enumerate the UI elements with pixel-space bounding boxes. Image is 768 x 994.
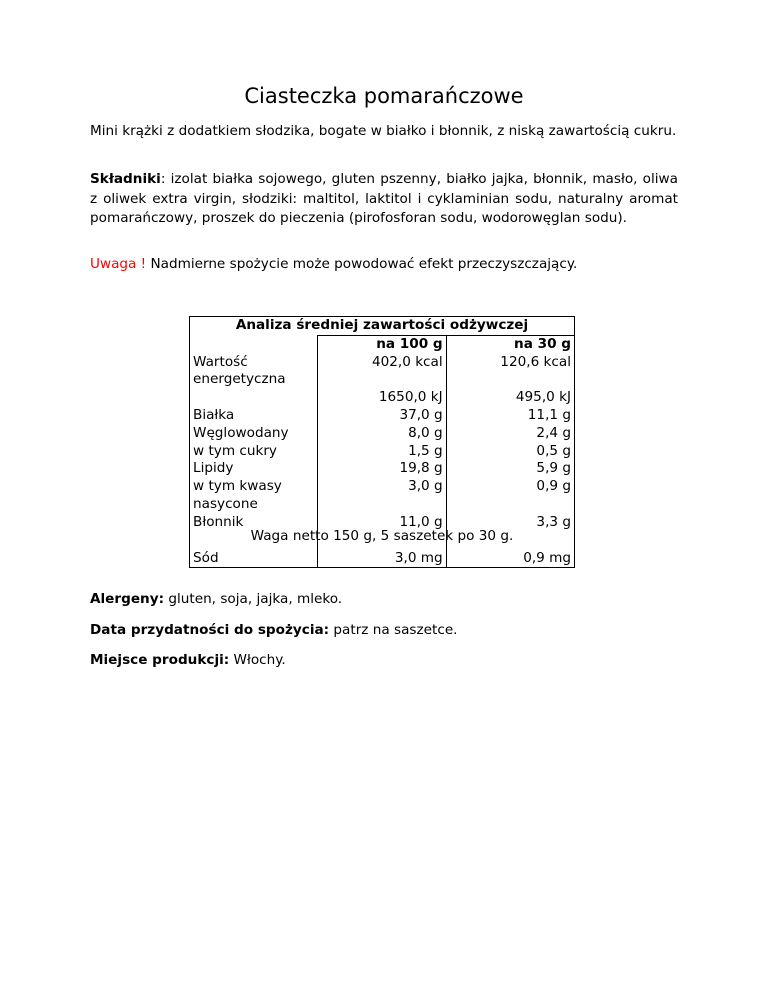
nutrition-header-row [190, 317, 575, 336]
sodium-label: Sód [190, 532, 318, 568]
energy-kcal-30: 120,6 kcal [446, 354, 574, 390]
product-description: Mini krążki z dodatkiem słodzika, bogate w białko i błonnik, z niską zawartością cukru. [90, 123, 677, 139]
row-label: w tym kwasy nasycone [190, 478, 318, 514]
row-label: Węglowodany [190, 425, 318, 443]
origin-text: Włochy. [229, 652, 286, 668]
expiry-text: patrz na saszetce. [329, 622, 458, 638]
warning-text: Nadmierne spożycie może powodować efekt przeczyszczający. [146, 256, 578, 272]
row-value-100: 8,0 g [318, 425, 446, 443]
row-label: Białka [190, 407, 318, 425]
table-row [190, 443, 575, 461]
table-row [190, 478, 575, 514]
energy-kj-100: 1650,0 kJ [318, 389, 446, 407]
sodium-30: 0,9 mg [446, 532, 574, 568]
allergens-label: Alergeny: [90, 591, 165, 607]
row-value-100: 1,5 g [318, 443, 446, 461]
row-value-100: 11,0 g [318, 514, 446, 532]
origin-paragraph [90, 651, 678, 671]
warning-label: Uwaga ! [90, 256, 147, 272]
energy-kcal-row [190, 354, 575, 390]
col-100-header: na 100 g [318, 335, 446, 353]
row-value-30: 2,4 g [446, 425, 574, 443]
row-value-30: 3,3 g [446, 514, 574, 532]
origin-label: Miejsce produkcji: [90, 652, 230, 668]
table-row [190, 425, 575, 443]
empty-cell [190, 335, 318, 353]
row-label: w tym cukry [190, 443, 318, 461]
energy-label: Wartość energetyczna [190, 354, 318, 390]
warning-paragraph [90, 255, 678, 275]
energy-kcal-100: 402,0 kcal [318, 354, 446, 390]
allergens-paragraph [90, 590, 678, 610]
row-label: Błonnik [190, 514, 318, 532]
nutrition-header: Analiza średniej zawartości odżywczej [190, 317, 575, 336]
energy-kj-30: 495,0 kJ [446, 389, 574, 407]
empty-cell [190, 389, 318, 407]
row-value-100: 37,0 g [318, 407, 446, 425]
row-value-100: 3,0 g [318, 478, 446, 514]
expiry-label: Data przydatności do spożycia: [90, 622, 330, 638]
row-value-30: 0,5 g [446, 443, 574, 461]
col-30-header: na 30 g [446, 335, 574, 353]
net-weight: Waga netto 150 g, 5 saszetek po 30 g. [250, 528, 514, 544]
energy-kj-row [190, 389, 575, 407]
row-value-30: 11,1 g [446, 407, 574, 425]
ingredients-label: Składniki [90, 171, 161, 187]
table-row [190, 460, 575, 478]
ingredients-text: : izolat białka sojowego, gluten pszenny, białko jajka, błonnik, masło, oliwa z oliwek extra virgin, słodziki: maltitol, laktitol i cyklaminian sodu, naturalny aromat pomarańczowy, proszek do pieczenia (pirofosforan sodu, wodorowęglan sodu). [90, 171, 678, 226]
row-value-30: 5,9 g [446, 460, 574, 478]
row-label: Lipidy [190, 460, 318, 478]
ingredients-paragraph [90, 170, 678, 229]
page-title: Ciasteczka pomarańczowe [244, 84, 524, 108]
sodium-100: 3,0 mg [318, 532, 446, 568]
table-row [190, 407, 575, 425]
expiry-paragraph [90, 621, 678, 641]
allergens-text: gluten, soja, jajka, mleko. [164, 591, 343, 607]
row-value-30: 0,9 g [446, 478, 574, 514]
row-value-100: 19,8 g [318, 460, 446, 478]
column-header-row [190, 335, 575, 353]
